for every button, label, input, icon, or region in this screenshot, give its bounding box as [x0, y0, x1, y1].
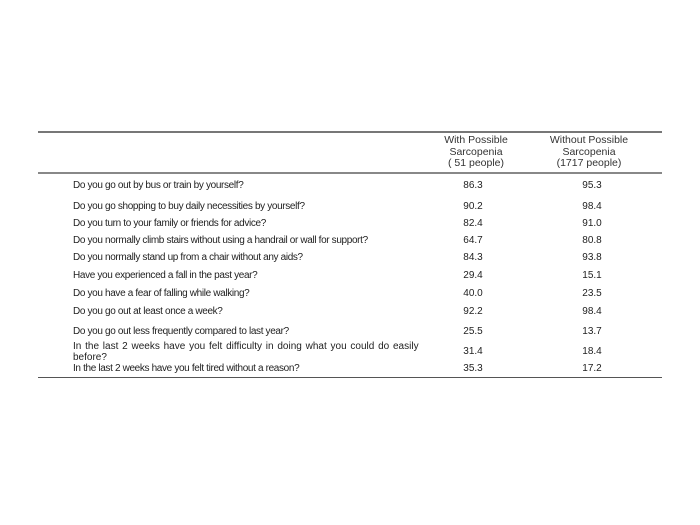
header-line: ( 51 people) — [447, 157, 505, 169]
question: Do you go out by bus or train by yourself? — [73, 180, 244, 191]
value-without: 15.1 — [582, 270, 602, 281]
value-without: 80.8 — [582, 235, 602, 246]
value-without: 91.0 — [582, 218, 602, 229]
header-line: With Possible — [444, 134, 508, 146]
question: Do you have a fear of falling while walking? — [73, 288, 250, 299]
value-without: 13.7 — [582, 326, 602, 337]
table-row — [38, 175, 662, 198]
question: In the last 2 weeks have you felt tired without a reason? — [73, 363, 300, 374]
header-line: Without Possible — [549, 134, 629, 146]
table-row — [38, 339, 662, 362]
table-row — [38, 285, 662, 303]
question: Do you go out at least once a week? — [73, 306, 223, 317]
value-with: 90.2 — [463, 201, 483, 212]
table-bottom-rule — [38, 377, 662, 378]
question: Do you go out less frequently compared to last year? — [73, 326, 289, 337]
value-with: 35.3 — [463, 363, 483, 374]
value-with: 31.4 — [463, 346, 483, 357]
value-with: 29.4 — [463, 270, 483, 281]
table-row — [38, 198, 662, 215]
column-header-with-sarcopenia — [426, 135, 526, 170]
value-with: 84.3 — [463, 252, 483, 263]
value-without: 98.4 — [582, 201, 602, 212]
value-without: 18.4 — [582, 346, 602, 357]
value-with: 86.3 — [463, 180, 483, 191]
table-row — [38, 362, 662, 377]
sarcopenia-table — [38, 131, 662, 378]
question: Do you normally climb stairs without using a handrail or wall for support? — [73, 235, 368, 246]
question: Do you normally stand up from a chair without any aids? — [73, 252, 303, 263]
table-body — [38, 174, 662, 377]
table-row — [38, 249, 662, 267]
table-row — [38, 232, 662, 249]
value-without: 23.5 — [582, 288, 602, 299]
table-row — [38, 267, 662, 285]
table-row — [38, 303, 662, 322]
question: Have you experienced a fall in the past year? — [73, 270, 258, 281]
value-with: 82.4 — [463, 218, 483, 229]
value-without: 93.8 — [582, 252, 602, 263]
table-header — [38, 133, 662, 172]
value-with: 40.0 — [463, 288, 483, 299]
value-without: 95.3 — [582, 180, 602, 191]
value-without: 98.4 — [582, 306, 602, 317]
question: Do you turn to your family or friends for advice? — [73, 218, 266, 229]
header-line: Sarcopenia — [562, 145, 616, 158]
table-row — [38, 215, 662, 232]
question: In the last 2 weeks have you felt difficulty in doing what you could do easily before? — [73, 341, 419, 363]
value-with: 92.2 — [463, 306, 483, 317]
header-line: (1717 people) — [556, 157, 622, 169]
header-line: Sarcopenia — [449, 145, 503, 158]
question: Do you go shopping to buy daily necessities by yourself? — [73, 201, 305, 212]
column-header-without-sarcopenia — [529, 135, 649, 170]
table-row — [38, 322, 662, 339]
value-without: 17.2 — [582, 363, 602, 374]
value-with: 64.7 — [463, 235, 483, 246]
value-with: 25.5 — [463, 326, 483, 337]
